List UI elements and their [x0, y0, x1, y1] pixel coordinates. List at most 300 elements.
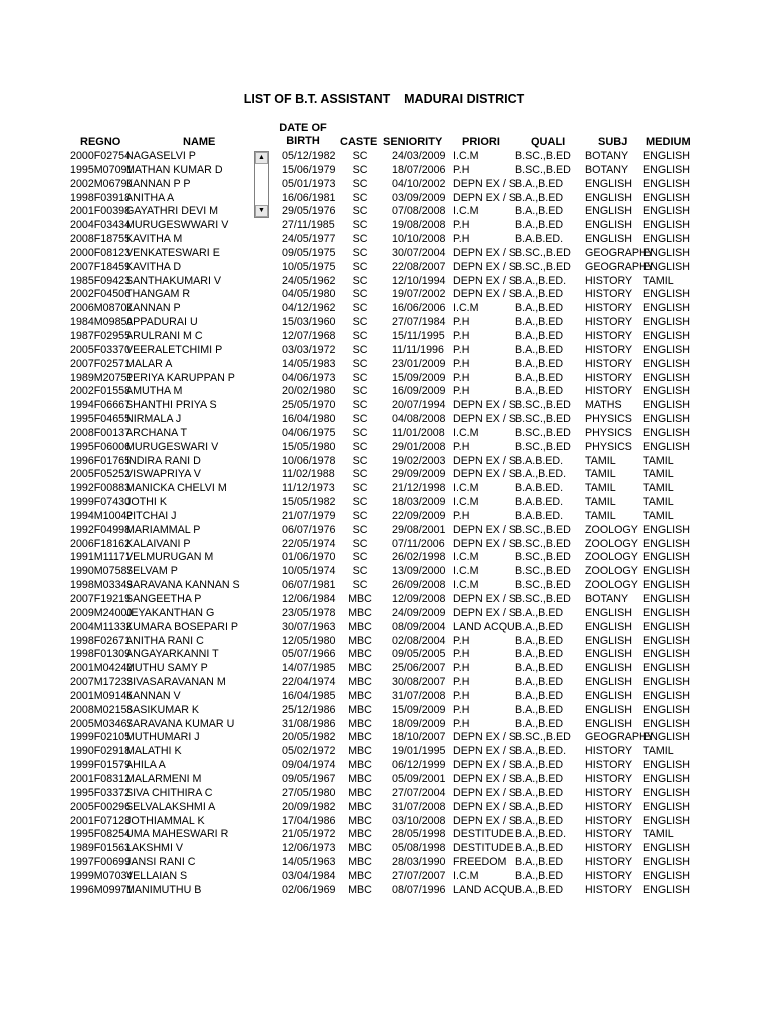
cell-medium: ENGLISH — [643, 620, 690, 633]
table-row — [0, 607, 768, 621]
cell-regno: 2002M06790 — [70, 177, 133, 190]
cell-seniority: 28/05/1998 — [392, 828, 446, 841]
cell-medium: ENGLISH — [643, 856, 690, 869]
cell-subj: TAMIL — [585, 509, 616, 522]
header-dob-line1: DATE OF — [279, 122, 327, 134]
cell-caste: SC — [352, 191, 368, 204]
cell-seniority: 04/10/2002 — [392, 177, 446, 190]
cell-caste: SC — [352, 233, 368, 246]
cell-priority: I.C.M — [453, 302, 479, 315]
cell-regno: 2007F02571 — [70, 357, 131, 370]
cell-name: VELLAIAN S — [126, 869, 188, 882]
cell-regno: 1999F07430 — [70, 496, 131, 509]
cell-quali: B.A.B.ED. — [515, 496, 564, 509]
cell-seniority: 07/08/2008 — [392, 205, 446, 218]
cell-priority: P.H — [453, 385, 470, 398]
cell-seniority: 19/01/1995 — [392, 745, 446, 758]
scroll-up-icon[interactable]: ▲ — [255, 152, 268, 164]
cell-subj: GEOGRAPHY — [585, 731, 654, 744]
cell-medium: ENGLISH — [643, 579, 690, 592]
cell-name: SARAVANA KUMAR U — [126, 717, 235, 730]
cell-regno: 2002F04506 — [70, 288, 131, 301]
cell-name: VISWAPRIYA V — [126, 468, 201, 481]
cell-name: ANGAYARKANNI T — [126, 648, 219, 661]
cell-quali: B.SC.,B.ED — [515, 399, 571, 412]
cell-name: PITCHAI J — [126, 509, 177, 522]
cell-seniority: 27/07/2004 — [392, 786, 446, 799]
cell-quali: B.SC.,B.ED — [515, 163, 571, 176]
embedded-listbox-control[interactable] — [254, 151, 269, 218]
cell-quali: B.A.B.ED. — [515, 509, 564, 522]
table-row — [0, 496, 768, 510]
cell-dob: 15/05/1980 — [282, 440, 336, 453]
table-row — [0, 427, 768, 441]
cell-regno: 1994F06667 — [70, 399, 131, 412]
cell-dob: 14/07/1985 — [282, 662, 336, 675]
cell-subj: HISTORY — [585, 316, 633, 329]
cell-priority: DEPN EX / S — [453, 246, 516, 259]
cell-seniority: 24/09/2009 — [392, 606, 446, 619]
table-row — [0, 302, 768, 316]
cell-seniority: 16/09/2009 — [392, 385, 446, 398]
cell-medium: ENGLISH — [643, 191, 690, 204]
cell-medium: ENGLISH — [643, 717, 690, 730]
cell-quali: B.A.,B.ED — [515, 288, 564, 301]
cell-name: VEERALETCHIMI P — [126, 343, 223, 356]
cell-caste: MBC — [348, 634, 372, 647]
cell-name: SIVA CHITHIRA C — [126, 786, 213, 799]
cell-name: MARIAMMAL P — [126, 523, 201, 536]
cell-subj: HISTORY — [585, 274, 633, 287]
cell-regno: 1995F06006 — [70, 440, 131, 453]
cell-seniority: 05/09/2001 — [392, 772, 446, 785]
cell-priority: P.H — [453, 717, 470, 730]
cell-subj: MATHS — [585, 399, 622, 412]
cell-seniority: 08/07/1996 — [392, 883, 446, 896]
cell-name: ARCHANA T — [126, 426, 187, 439]
cell-dob: 22/04/1974 — [282, 676, 336, 689]
cell-caste: MBC — [348, 662, 372, 675]
cell-regno: 2001F07128 — [70, 814, 131, 827]
table-row — [0, 358, 768, 372]
cell-subj: BOTANY — [585, 593, 629, 605]
table-row — [0, 205, 768, 219]
cell-caste: SC — [352, 551, 368, 564]
cell-medium: ENGLISH — [643, 302, 690, 315]
cell-priority: P.H — [453, 329, 470, 342]
cell-seniority: 18/09/2009 — [392, 717, 446, 730]
table-row — [0, 745, 768, 759]
cell-medium: ENGLISH — [643, 648, 690, 661]
cell-subj: ENGLISH — [585, 717, 632, 730]
cell-regno: 2000F08123 — [70, 246, 131, 259]
cell-caste: SC — [352, 565, 368, 578]
table-row — [0, 538, 768, 552]
cell-quali: B.SC.,B.ED — [515, 150, 571, 162]
table-row — [0, 815, 768, 829]
cell-quali: B.A.B.ED. — [515, 454, 564, 467]
cell-priority: P.H — [453, 676, 470, 689]
cell-medium: ENGLISH — [643, 731, 690, 744]
cell-medium: ENGLISH — [643, 246, 690, 259]
cell-name: SELVALAKSHMI A — [126, 800, 216, 813]
cell-subj: ENGLISH — [585, 177, 632, 190]
cell-quali: B.A.,B.ED — [515, 689, 564, 702]
cell-dob: 12/06/1984 — [282, 593, 336, 605]
cell-quali: B.A.B.ED. — [515, 482, 564, 495]
cell-dob: 31/08/1986 — [282, 717, 336, 730]
table-row — [0, 551, 768, 565]
cell-quali: B.A.,B.ED — [515, 883, 564, 896]
cell-priority: DEPN EX / S — [453, 800, 516, 813]
cell-seniority: 02/08/2004 — [392, 634, 446, 647]
cell-regno: 1996M09971 — [70, 883, 133, 896]
table-row — [0, 455, 768, 469]
cell-dob: 15/05/1982 — [282, 496, 336, 509]
cell-caste: MBC — [348, 606, 372, 619]
table-row — [0, 330, 768, 344]
cell-dob: 14/05/1983 — [282, 357, 336, 370]
cell-subj: ENGLISH — [585, 689, 632, 702]
cell-subj: HISTORY — [585, 371, 633, 384]
cell-quali: B.A.,B.ED — [515, 219, 564, 232]
cell-priority: DESTITUDE — [453, 828, 514, 841]
table-row — [0, 150, 768, 164]
cell-subj: GEOGRAPHY — [585, 246, 654, 259]
cell-priority: DEPN EX / S — [453, 786, 516, 799]
cell-name: ANITHA RANI C — [126, 634, 204, 647]
cell-priority: DEPN EX / S — [453, 814, 516, 827]
table-row — [0, 801, 768, 815]
cell-medium: ENGLISH — [643, 440, 690, 453]
cell-subj: HISTORY — [585, 828, 633, 841]
cell-subj: HISTORY — [585, 385, 633, 398]
cell-medium: ENGLISH — [643, 316, 690, 329]
table-row — [0, 219, 768, 233]
cell-seniority: 12/10/1994 — [392, 274, 446, 287]
cell-priority: P.H — [453, 662, 470, 675]
cell-regno: 2007M17232 — [70, 676, 133, 689]
cell-name: ANITHA A — [126, 191, 175, 204]
header-subj: SUBJ — [598, 136, 628, 148]
cell-dob: 25/12/1986 — [282, 703, 336, 716]
table-row — [0, 648, 768, 662]
header-quali: QUALI — [531, 136, 566, 148]
cell-caste: MBC — [348, 772, 372, 785]
cell-regno: 1999M07034 — [70, 869, 133, 882]
cell-medium: ENGLISH — [643, 537, 690, 550]
table-row — [0, 524, 768, 538]
table-row — [0, 870, 768, 884]
cell-dob: 23/05/1978 — [282, 606, 336, 619]
cell-caste: SC — [352, 385, 368, 398]
cell-subj: TAMIL — [585, 496, 616, 509]
cell-dob: 12/06/1973 — [282, 842, 336, 855]
table-row — [0, 884, 768, 898]
cell-dob: 04/06/1975 — [282, 426, 336, 439]
cell-name: KAVITHA M — [126, 233, 183, 246]
cell-seniority: 25/06/2007 — [392, 662, 446, 675]
cell-priority: DEPN EX / S — [453, 731, 516, 744]
cell-seniority: 08/09/2004 — [392, 620, 446, 633]
cell-medium: ENGLISH — [643, 163, 690, 176]
cell-regno: 2008F00137 — [70, 426, 131, 439]
cell-dob: 05/02/1972 — [282, 745, 336, 758]
cell-priority: DEPN EX / S — [453, 399, 516, 412]
cell-dob: 05/12/1982 — [282, 150, 336, 162]
cell-caste: MBC — [348, 869, 372, 882]
cell-dob: 20/09/1982 — [282, 800, 336, 813]
header-seniority: SENIORITY — [383, 136, 443, 148]
cell-medium: TAMIL — [643, 274, 674, 287]
cell-seniority: 26/09/2008 — [392, 579, 446, 592]
cell-priority: P.H — [453, 689, 470, 702]
cell-caste: SC — [352, 163, 368, 176]
cell-priority: P.H — [453, 219, 470, 232]
cell-seniority: 24/03/2009 — [392, 150, 446, 162]
cell-priority: P.H — [453, 703, 470, 716]
cell-subj: HISTORY — [585, 745, 633, 758]
cell-quali: B.A.,B.ED — [515, 676, 564, 689]
cell-dob: 02/06/1969 — [282, 883, 336, 896]
table-row — [0, 344, 768, 358]
cell-regno: 2006F18162 — [70, 537, 131, 550]
cell-dob: 21/07/1979 — [282, 509, 336, 522]
cell-subj: ENGLISH — [585, 606, 632, 619]
cell-quali: B.A.,B.ED — [515, 606, 564, 619]
cell-medium: TAMIL — [643, 828, 674, 841]
cell-name: KALAIVANI P — [126, 537, 191, 550]
table-row — [0, 510, 768, 524]
cell-quali: B.A.,B.ED. — [515, 828, 567, 841]
cell-quali: B.SC.,B.ED — [515, 565, 571, 578]
cell-quali: B.A.,B.ED — [515, 759, 564, 772]
cell-subj: HISTORY — [585, 869, 633, 882]
scroll-down-icon[interactable]: ▼ — [255, 205, 268, 217]
cell-quali: B.SC.,B.ED — [515, 260, 571, 273]
cell-quali: B.SC.,B.ED — [515, 440, 571, 453]
cell-dob: 24/05/1962 — [282, 274, 336, 287]
cell-regno: 1999F01579 — [70, 759, 131, 772]
cell-priority: P.H — [453, 316, 470, 329]
table-row — [0, 828, 768, 842]
cell-caste: SC — [352, 274, 368, 287]
cell-medium: ENGLISH — [643, 786, 690, 799]
cell-priority: I.C.M — [453, 869, 479, 882]
table-row — [0, 275, 768, 289]
header-dob-line2: BIRTH — [286, 135, 320, 147]
table-row — [0, 192, 768, 206]
cell-name: MUTHUMARI J — [126, 731, 200, 744]
cell-regno: 1987F02955 — [70, 329, 131, 342]
cell-subj: GEOGRAPHY — [585, 260, 654, 273]
cell-caste: MBC — [348, 593, 372, 605]
cell-name: MALAR A — [126, 357, 173, 370]
cell-name: KANNAN P — [126, 302, 181, 315]
cell-medium: ENGLISH — [643, 703, 690, 716]
cell-medium: ENGLISH — [643, 606, 690, 619]
cell-name: SHANTHI PRIYA S — [126, 399, 217, 412]
cell-quali: B.A.,B.ED — [515, 662, 564, 675]
cell-seniority: 19/07/2002 — [392, 288, 446, 301]
cell-dob: 09/05/1975 — [282, 246, 336, 259]
scroll-track[interactable] — [255, 164, 268, 205]
table-row — [0, 635, 768, 649]
cell-name: JANSI RANI C — [126, 856, 196, 869]
cell-caste: SC — [352, 357, 368, 370]
cell-priority: DEPN EX / S — [453, 523, 516, 536]
table-row — [0, 468, 768, 482]
table-row — [0, 773, 768, 787]
cell-regno: 1995F04655 — [70, 413, 131, 426]
cell-priority: DEPN EX / S — [453, 454, 516, 467]
table-row — [0, 662, 768, 676]
cell-regno: 1998M03349 — [70, 579, 133, 592]
cell-seniority: 19/02/2003 — [392, 454, 446, 467]
cell-quali: B.A.,B.ED — [515, 177, 564, 190]
cell-medium: ENGLISH — [643, 399, 690, 412]
cell-seniority: 30/07/2004 — [392, 246, 446, 259]
cell-dob: 03/04/1984 — [282, 869, 336, 882]
cell-subj: HISTORY — [585, 856, 633, 869]
table-row — [0, 413, 768, 427]
cell-regno: 1985F09423 — [70, 274, 131, 287]
cell-quali: B.SC.,B.ED — [515, 413, 571, 426]
cell-subj: BOTANY — [585, 163, 629, 176]
cell-dob: 20/05/1982 — [282, 731, 336, 744]
cell-quali: B.A.,B.ED — [515, 620, 564, 633]
table-row — [0, 856, 768, 870]
cell-seniority: 27/07/1984 — [392, 316, 446, 329]
cell-name: MALATHI K — [126, 745, 182, 758]
cell-seniority: 04/08/2008 — [392, 413, 446, 426]
cell-regno: 1998F03918 — [70, 191, 131, 204]
cell-medium: ENGLISH — [643, 869, 690, 882]
cell-regno: 1995M07091 — [70, 163, 133, 176]
cell-dob: 09/05/1967 — [282, 772, 336, 785]
cell-quali: B.A.,B.ED. — [515, 274, 567, 287]
cell-subj: HISTORY — [585, 800, 633, 813]
cell-caste: SC — [352, 150, 368, 162]
cell-subj: HISTORY — [585, 357, 633, 370]
cell-subj: PHYSICS — [585, 413, 632, 426]
cell-quali: B.SC.,B.ED — [515, 523, 571, 536]
cell-seniority: 11/01/2008 — [392, 426, 445, 439]
cell-name: GAYATHRI DEVI M — [126, 205, 219, 218]
cell-caste: SC — [352, 288, 368, 301]
cell-quali: B.A.,B.ED — [515, 772, 564, 785]
cell-subj: ZOOLOGY — [585, 523, 638, 536]
cell-dob: 17/04/1986 — [282, 814, 336, 827]
cell-seniority: 19/08/2008 — [392, 219, 446, 232]
cell-medium: ENGLISH — [643, 371, 690, 384]
cell-caste: MBC — [348, 703, 372, 716]
cell-caste: MBC — [348, 842, 372, 855]
cell-caste: MBC — [348, 717, 372, 730]
cell-subj: HISTORY — [585, 329, 633, 342]
cell-priority: DEPN EX / S — [453, 191, 516, 204]
cell-subj: HISTORY — [585, 814, 633, 827]
cell-dob: 29/05/1976 — [282, 205, 336, 218]
cell-caste: SC — [352, 482, 368, 495]
cell-regno: 1998F02671 — [70, 634, 131, 647]
cell-name: SANTHAKUMARI V — [126, 274, 222, 287]
cell-caste: SC — [352, 399, 368, 412]
cell-priority: DEPN EX / S — [453, 537, 516, 550]
cell-quali: B.A.,B.ED — [515, 634, 564, 647]
cell-caste: SC — [352, 371, 368, 384]
cell-dob: 06/07/1976 — [282, 523, 336, 536]
cell-dob: 10/05/1975 — [282, 260, 336, 273]
cell-name: KANNAN P P — [126, 177, 191, 190]
cell-seniority: 06/12/1999 — [392, 759, 446, 772]
cell-quali: B.A.,B.ED — [515, 717, 564, 730]
cell-caste: SC — [352, 537, 368, 550]
cell-seniority: 31/07/2008 — [392, 800, 446, 813]
cell-name: SANGEETHA P — [126, 593, 202, 605]
cell-quali: B.A.,B.ED — [515, 205, 564, 218]
cell-seniority: 15/09/2009 — [392, 371, 446, 384]
cell-caste: MBC — [348, 856, 372, 869]
cell-dob: 16/04/1980 — [282, 413, 336, 426]
cell-name: VENKATESWARI E — [126, 246, 220, 259]
cell-quali: B.A.,B.ED — [515, 842, 564, 855]
cell-caste: SC — [352, 205, 368, 218]
cell-regno: 2004M11332 — [70, 620, 132, 633]
cell-caste: SC — [352, 219, 368, 232]
cell-name: KUMARA BOSEPARI P — [126, 620, 239, 633]
cell-subj: ENGLISH — [585, 620, 632, 633]
cell-quali: B.A.,B.ED — [515, 648, 564, 661]
cell-dob: 04/12/1962 — [282, 302, 336, 315]
cell-subj: ENGLISH — [585, 676, 632, 689]
table-row — [0, 787, 768, 801]
cell-caste: MBC — [348, 800, 372, 813]
cell-seniority: 13/09/2000 — [392, 565, 446, 578]
cell-name: JEYAKANTHAN G — [126, 606, 215, 619]
cell-subj: TAMIL — [585, 468, 616, 481]
cell-medium: ENGLISH — [643, 689, 690, 702]
cell-medium: TAMIL — [643, 454, 674, 467]
cell-seniority: 12/09/2008 — [392, 593, 446, 605]
cell-dob: 21/05/1972 — [282, 828, 336, 841]
cell-priority: I.C.M — [453, 426, 479, 439]
cell-name: NIRMALA J — [126, 413, 182, 426]
cell-dob: 14/05/1963 — [282, 856, 336, 869]
cell-medium: ENGLISH — [643, 177, 690, 190]
cell-subj: ENGLISH — [585, 648, 632, 661]
cell-seniority: 22/09/2009 — [392, 509, 446, 522]
cell-priority: I.C.M — [453, 579, 479, 592]
cell-caste: SC — [352, 177, 368, 190]
table-row — [0, 579, 768, 593]
cell-dob: 16/06/1981 — [282, 191, 336, 204]
cell-seniority: 18/10/2007 — [392, 731, 446, 744]
cell-medium: ENGLISH — [643, 288, 690, 301]
cell-subj: ENGLISH — [585, 703, 632, 716]
cell-seniority: 21/12/1998 — [392, 482, 446, 495]
cell-caste: MBC — [348, 786, 372, 799]
cell-subj: PHYSICS — [585, 440, 632, 453]
cell-seniority: 31/07/2008 — [392, 689, 446, 702]
cell-priority: I.C.M — [453, 150, 479, 162]
cell-regno: 2009M24000 — [70, 606, 133, 619]
cell-subj: ENGLISH — [585, 219, 632, 232]
cell-dob: 10/06/1978 — [282, 454, 336, 467]
cell-regno: 1992F04998 — [70, 523, 131, 536]
cell-caste: SC — [352, 454, 368, 467]
cell-priority: DEPN EX / S — [453, 468, 516, 481]
